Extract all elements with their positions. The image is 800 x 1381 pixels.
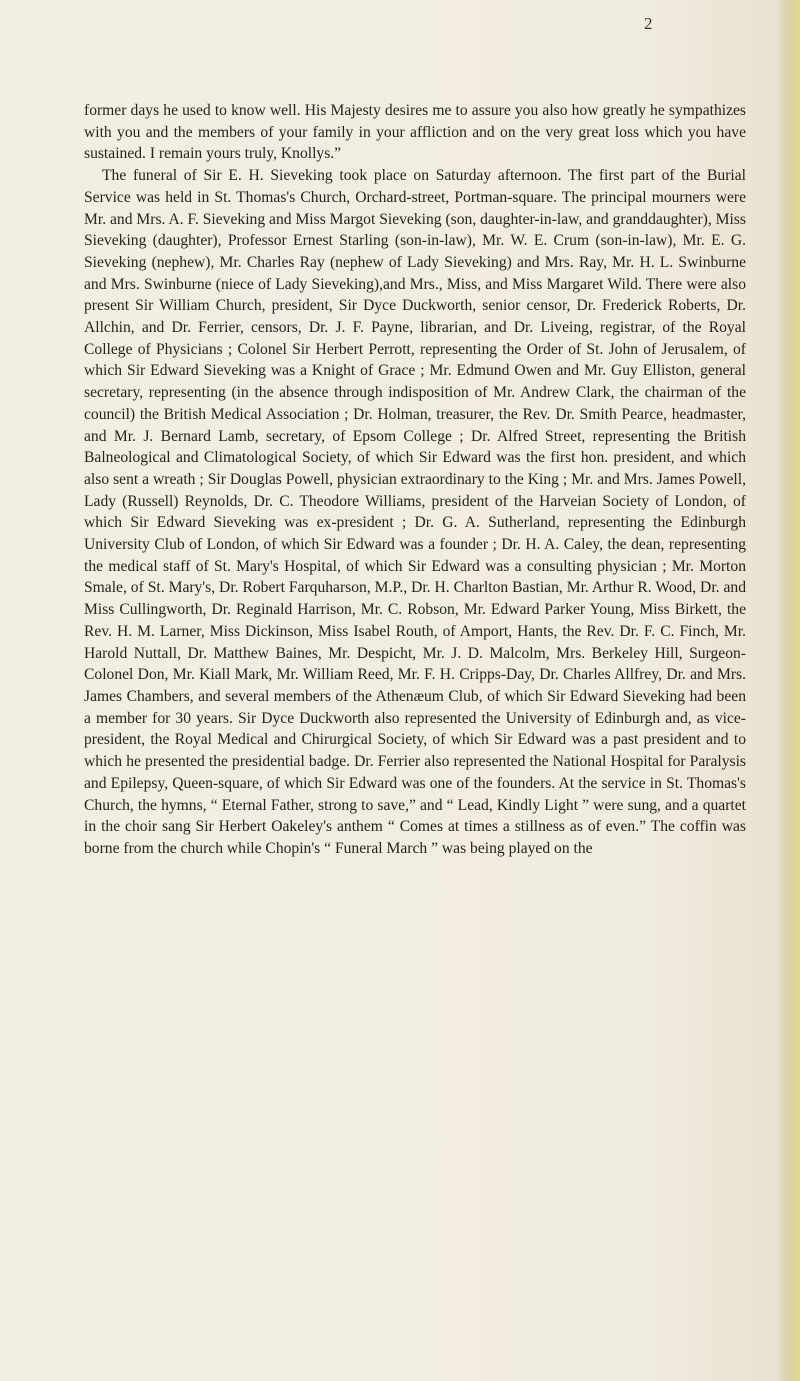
page-number: 2 — [644, 14, 653, 33]
page-edge-shadow — [778, 0, 800, 1381]
paragraph-funeral-report: The funeral of Sir E. H. Sieveking took place on Saturday afternoon. The first part of the Burial Service was held in St. Thomas's Church, Orchard-street, Portman-square. The principal mourners were Mr. and Mrs. A. F. Sieveking and Miss Margot Sieveking (son, daughter-in-law, and granddaughter), Miss Sieveking (daughter), Professor Ernest Starling (son-in-law), Mr. W. E. Crum (son-in-law), Mr. E. G. Sieveking (nephew), Mr. Charles Ray (nephew of Lady Sieveking) and Mrs. Ray, Mr. H. L. Swinburne and Mrs. Swinburne (niece of Lady Sieveking),and Mrs., Miss, and Miss Margaret Wild. There were also present Sir William Church, president, Sir Dyce Duckworth, senior censor, Dr. Frederick Roberts, Dr. Allchin, and Dr. Ferrier, censors, Dr. J. F. Payne, librarian, and Dr. Liveing, registrar, of the Royal College of Physicians ; Colonel Sir Herbert Perrott, representing the Order of St. John of Jerusalem, of which Sir Edward Sieveking was a Knight of Grace ; Mr. Edmund Owen and Mr. Guy Elliston, general secretary, representing (in the absence through indisposition of Mr. Andrew Clark, the chairman of the council) the British Medical Association ; Dr. Holman, treasurer, the Rev. Dr. Smith Pearce, headmaster, and Mr. J. Bernard Lamb, secretary, of Epsom College ; Dr. Alfred Street, representing the British Balneological and Climatological Society, of which Sir Edward was the first hon. president, and which also sent a wreath ; Sir Douglas Powell, physician extraordinary to the King ; Mr. and Mrs. James Powell, Lady (Russell) Reynolds, Dr. C. Theodore Williams, president of the Harveian Society of London, of which Sir Edward Sieveking was ex-president ; Dr. G. A. Sutherland, representing the Edinburgh University Club of London, of which Sir Edward was a founder ; Dr. H. A. Caley, the dean, representing the medical staff of St. Mary's Hospital, of which Sir Edward was a consulting physician ; Mr. Morton Smale, of St. Mary's, Dr. Robert Farquharson, M.P., Dr. H. Charlton Bastian, Mr. Arthur R. Wood, Dr. and Miss Cullingworth, Dr. Reginald Harrison, Mr. C. Robson, Mr. Edward Parker Young, Miss Birkett, the Rev. H. M. Larner, Miss Dickinson, Miss Isabel Routh, of Amport, Hants, the Rev. Dr. F. C. Finch, Mr. Harold Nuttall, Dr. Matthew Baines, Mr. Despicht, Mr. J. D. Malcolm, Mrs. Berkeley Hill, Surgeon-Colonel Don, Mr. Kiall Mark, Mr. William Reed, Mr. F. H. Cripps-Day, Dr. Charles Allfrey, Dr. and Mrs. James Chambers, and several members of the Athenæum Club, of which Sir Edward Sieveking had been a member for 30 years. Sir Dyce Duckworth also represented the University of Edinburgh and, as vice-president, the Royal Medical and Chirurgical Society, of which Sir Edward was a past president and to which he presented the presidential badge. Dr. Ferrier also represented the National Hospital for Paralysis and Epilepsy, Queen-square, of which Sir Edward was one of the founders. At the service in St. Thomas's Church, the hymns, “ Eternal Father, strong to save,” and “ Lead, Kindly Light ” were sung, and a quartet in the choir sang Sir Herbert Oakeley's anthem “ Comes at times a stillness as of even.” The coffin was borne from the church while Chopin's “ Funeral March ” was being played on the — [84, 167, 746, 857]
paragraph-letter-closing: former days he used to know well. His Majesty desires me to assure you also how greatly he sympathizes with you and the members of your family in your affliction and on the very great loss which you have sustained. I remain yours truly, Knollys.” — [84, 102, 746, 163]
article-body — [84, 100, 746, 860]
